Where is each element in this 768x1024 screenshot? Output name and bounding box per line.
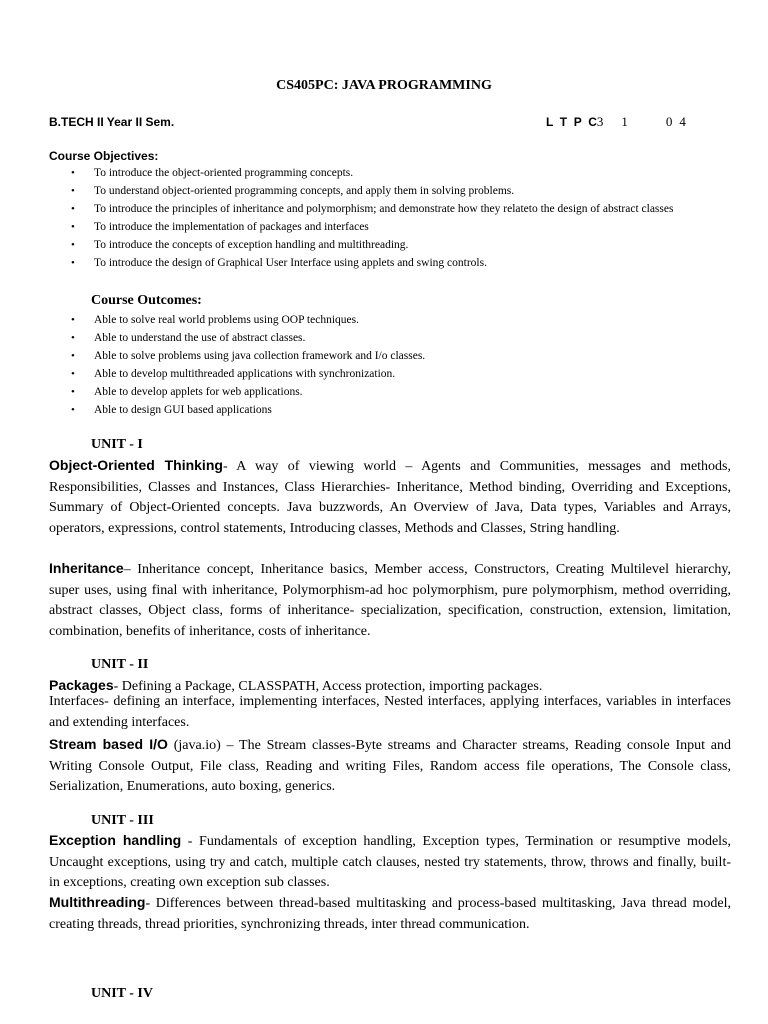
list-item: • Able to understand the use of abstract classes. xyxy=(71,329,425,347)
unit-3-para-exceptions xyxy=(49,830,731,894)
outcomes-list xyxy=(71,311,425,419)
unit-1-para-oop xyxy=(49,455,731,539)
list-item: • Able to develop multithreaded applications with synchronization. xyxy=(71,365,425,383)
unit-3-text-multithreading: - Differences between thread-based multitasking and process-based multitasking, Java thread model, creating threads, thread priorities, synchronizing threads, inter thread communication. xyxy=(49,896,731,932)
unit-1-text-inheritance: – Inheritance concept, Inheritance basics, Member access, Constructors, Creating Multilevel hierarchy, super uses, using final with inheritance, Polymorphism-ad hoc polymorphism, pure polymorphism, method overriding, abstract classes, Object class, forms of inheritance- specialization, specification, construction, extension, limitation, combination, benefits of inheritance, costs of inheritance. xyxy=(49,562,731,639)
list-item: • To introduce the object-oriented programming concepts. xyxy=(71,164,673,182)
ltpc-t: 1 xyxy=(621,114,628,129)
unit-2-text-streams: (java.io) – The Stream classes-Byte streams and Character streams, Reading console Input and Writing Console Output, File class, Reading and writing Files, Random access file operations, The Console class, Serialization, Enumerations, auto boxing, generics. xyxy=(49,738,731,795)
unit-2-para-streams xyxy=(49,734,731,798)
objectives-list xyxy=(71,164,673,272)
list-item: • To understand object-oriented programming concepts, and apply them in solving problems. xyxy=(71,182,673,200)
unit-3-term-exceptions: Exception handling xyxy=(49,832,182,848)
semester-label: B.TECH II Year II Sem. xyxy=(49,115,175,129)
outcomes-heading: Course Outcomes: xyxy=(91,293,202,308)
list-item: • To introduce the implementation of packages and interfaces xyxy=(71,218,673,236)
unit-4-title: UNIT - IV xyxy=(91,986,153,1001)
ltpc-l: 3 xyxy=(596,114,604,129)
unit-2-term-packages: Packages xyxy=(49,677,114,693)
list-item: • Able to develop applets for web applications. xyxy=(71,383,425,401)
list-item: • Able to solve problems using java collection framework and I/o classes. xyxy=(71,347,425,365)
ltpc-c: 4 xyxy=(679,114,686,129)
list-item: • To introduce the principles of inheritance and polymorphism; and demonstrate how they relateto the design of abstract classes xyxy=(71,200,673,218)
unit-3-term-multithreading: Multithreading xyxy=(49,894,146,910)
unit-2-text-packages: - Defining a Package, CLASSPATH, Access protection, importing packages. xyxy=(113,679,543,694)
unit-3-para-multithreading xyxy=(49,892,731,935)
list-item: • To introduce the concepts of exception handling and multithreading. xyxy=(71,236,673,254)
list-item: • Able to solve real world problems using OOP techniques. xyxy=(71,311,425,329)
unit-1-term-oop: Object-Oriented Thinking xyxy=(49,457,223,473)
ltpc-credits xyxy=(546,114,686,130)
unit-2-term-streams: Stream based I/O xyxy=(49,736,168,752)
unit-1-title: UNIT - I xyxy=(91,437,143,452)
unit-1-para-inheritance xyxy=(49,558,731,642)
ltpc-p: 0 xyxy=(665,114,673,129)
list-item: • Able to design GUI based applications xyxy=(71,401,425,419)
unit-2-para-interfaces: Interfaces- defining an interface, implementing interfaces, Nested interfaces, applying interfaces, variables in interfaces and extending interfaces. xyxy=(49,694,731,730)
unit-3-text-exceptions: - Fundamentals of exception handling, Exception types, Termination or resumptive models, Uncaught exceptions, using try and catch, multiple catch clauses, nested try statements, throw, throws and finally, built- in exceptions, creating own exception sub classes. xyxy=(49,834,731,891)
objectives-heading: Course Objectives: xyxy=(49,149,159,163)
unit-1-text-oop: - A way of viewing world – Agents and Communities, messages and methods, Responsibilities, Classes and Instances, Class Hierarchies- Inheritance, Method binding, Overriding and Exceptions, Summary of Object-Oriented concepts. Java buzzwords, An Overview of Java, Data types, Variables and Arrays, operators, expressions, control statements, Introducing classes, Methods and Classes, String handling. xyxy=(49,459,732,536)
list-item: • To introduce the design of Graphical User Interface using applets and swing controls. xyxy=(71,254,673,272)
unit-2-title: UNIT - II xyxy=(91,657,149,672)
unit-1-term-inheritance: Inheritance xyxy=(49,560,124,576)
unit-3-title: UNIT - III xyxy=(91,813,154,828)
course-title: CS405PC: JAVA PROGRAMMING xyxy=(276,78,492,93)
ltpc-labels: L T P C xyxy=(546,115,597,129)
